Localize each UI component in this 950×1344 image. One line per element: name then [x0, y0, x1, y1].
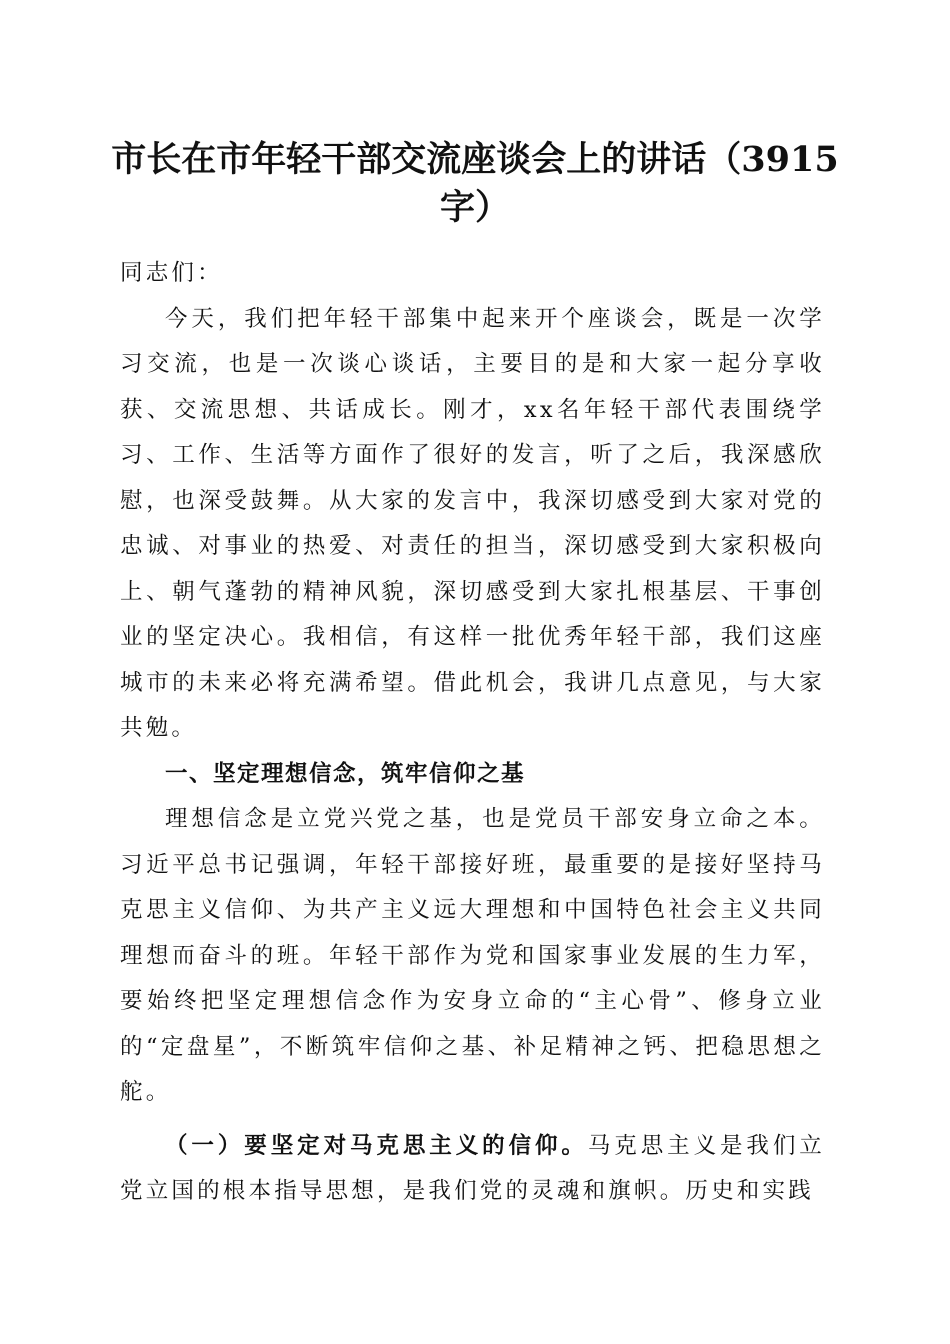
salutation: 同志们： [120, 260, 223, 286]
document-body [120, 251, 825, 1215]
section-heading-1: 一、坚定理想信念，筑牢信仰之基 [165, 760, 526, 787]
subsection-1-body: 马克思主义是我们立党立国的根本指导思想，是我们党的灵魂和旗帜。历史和实践 [120, 1132, 825, 1204]
intro-paragraph: 今天，我们把年轻干部集中起来开个座谈会，既是一次学习交流，也是一次谈心谈话，主要目的是和大家一起分享收获、交流思想、共话成长。刚才，xx名年轻干部代表围绕学习、工作、生活等方面作了很好的发言，听了之后，我深感欣慰，也深受鼓舞。从大家的发言中，我深切感受到大家对党的忠诚、对事业的热爱、对责任的担当，深切感受到大家积极向上、朝气蓬勃的精神风貌，深切感受到大家扎根基层、干事创业的坚定决心。我相信，有这样一批优秀年轻干部，我们这座城市的未来必将充满希望。借此机会，我讲几点意见，与大家共勉。 [120, 305, 825, 741]
section-1-paragraph: 理想信念是立党兴党之基，也是党员干部安身立命之本。习近平总书记强调，年轻干部接好班，最重要的是接好坚持马克思主义信仰、为共产主义远大理想和中国特色社会主义共同理想而奋斗的班。年轻干部作为党和国家事业发展的生力军，要始终把坚定理想信念作为安身立命的“主心骨”、修身立业的“定盘星”，不断筑牢信仰之基、补足精神之钙、把稳思想之舵。 [120, 806, 825, 1105]
subsection-1-paragraph [120, 1124, 825, 1215]
document-title: 市长在市年轻干部交流座谈会上的讲话（3915字） [111, 139, 839, 228]
subsection-1-lead: （一）要坚定对马克思主义的信仰。 [165, 1132, 588, 1159]
